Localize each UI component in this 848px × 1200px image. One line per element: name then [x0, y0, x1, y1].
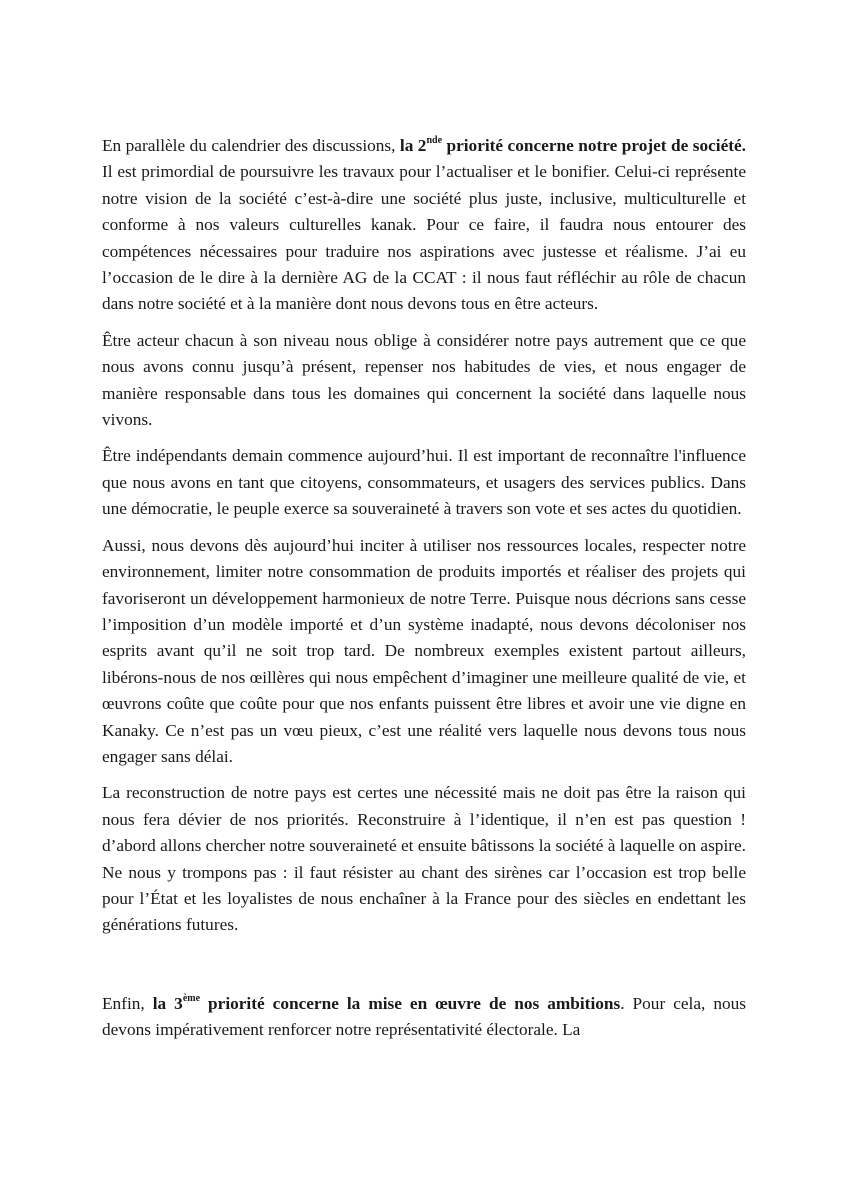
document-page	[102, 133, 746, 1054]
paragraph-reconstruction: La reconstruction de notre pays est certes une nécessité mais ne doit pas être la raison qui nous fera dévier de nos priorités. Reconstruire à l’identique, il n’en est pas question ! d’abord allons chercher notre souveraineté et ensuite bâtissons la société à laquelle on aspire. Ne nous y trompons pas : il faut résister au chant des sirènes car l’occasion est trop belle pour l’État et les loyalistes de nous enchaîner à la France pour des siècles en endettant les générations futures.	[102, 783, 746, 935]
paragraph-ambitions	[102, 991, 746, 1044]
bold-priority-prefix: la 2	[399, 136, 427, 155]
bold-priority-suffix: priorité concerne notre projet de société.	[442, 136, 746, 155]
section-spacer	[102, 949, 746, 991]
paragraph-independence: Être indépendants demain commence aujourd’hui. Il est important de reconnaître l'influence que nous avons en tant que citoyens, consommateurs, et usagers des services publics. Dans une démocratie, le peuple exerce sa souveraineté à travers son vote et ses actes du quotidien.	[102, 446, 746, 519]
ordinal-superscript: nde	[426, 135, 443, 147]
paragraph-body: . Pour cela, nous devons impérativement renforcer notre représentativité électorale. La	[102, 993, 746, 1040]
paragraph-body: Il est primordial de poursuivre les travaux pour l’actualiser et le bonifier. Celui-ci représente notre vision de la société c’est-à-dire une société plus juste, inclusive, multiculturelle et conforme à nos valeurs culturelles kanak. Pour ce faire, il faudra nous entourer des compétences nécessaires pour traduire nos aspirations avec justesse et réalisme. J’ai eu l’occasion de le dire à la dernière AG de la CCAT : il nous faut réfléchir au rôle de chacun dans notre société et à la manière dont nous devons tous en être acteurs.	[102, 162, 746, 314]
paragraph-local-resources: Aussi, nous devons dès aujourd’hui inciter à utiliser nos ressources locales, respecter notre environnement, limiter notre consommation de produits importés et réaliser des projets qui favoriseront un développement harmonieux de notre Terre. Puisque nous décrions sans cesse l’imposition d’un modèle importé et d’un système inadapté, nous devons décoloniser nos esprits avant qu’il ne soit trop tard. De nombreux exemples existent partout ailleurs, libérons-nous de nos œillères qui nous empêchent d’imaginer une meilleure qualité de vie, et œuvrons coûte que coûte pour que nos enfants puissent être libres et avoir une vie digne en Kanaky. Ce n’est pas un vœu pieux, c’est une réalité vers laquelle nous devons tous nous engager sans délai.	[102, 535, 746, 766]
bold-priority-prefix: la 3	[152, 993, 183, 1013]
paragraph-intro: En parallèle du calendrier des discussions,	[102, 136, 400, 155]
ordinal-superscript: ème	[182, 993, 201, 1005]
bold-priority-heading	[153, 994, 621, 1013]
paragraph-intro: Enfin,	[102, 993, 153, 1013]
bold-priority-suffix: priorité concerne la mise en œuvre de nos ambitions	[200, 993, 621, 1013]
paragraph-actor: Être acteur chacun à son niveau nous oblige à considérer notre pays autrement que ce que nous avons connu jusqu’à présent, repenser nos habitudes de vies, et nous engager de manière responsable dans tous les domaines qui concernent la société dans laquelle nous vivons.	[102, 330, 746, 430]
bold-priority-heading	[400, 136, 746, 155]
paragraph-societal-project	[102, 133, 746, 318]
